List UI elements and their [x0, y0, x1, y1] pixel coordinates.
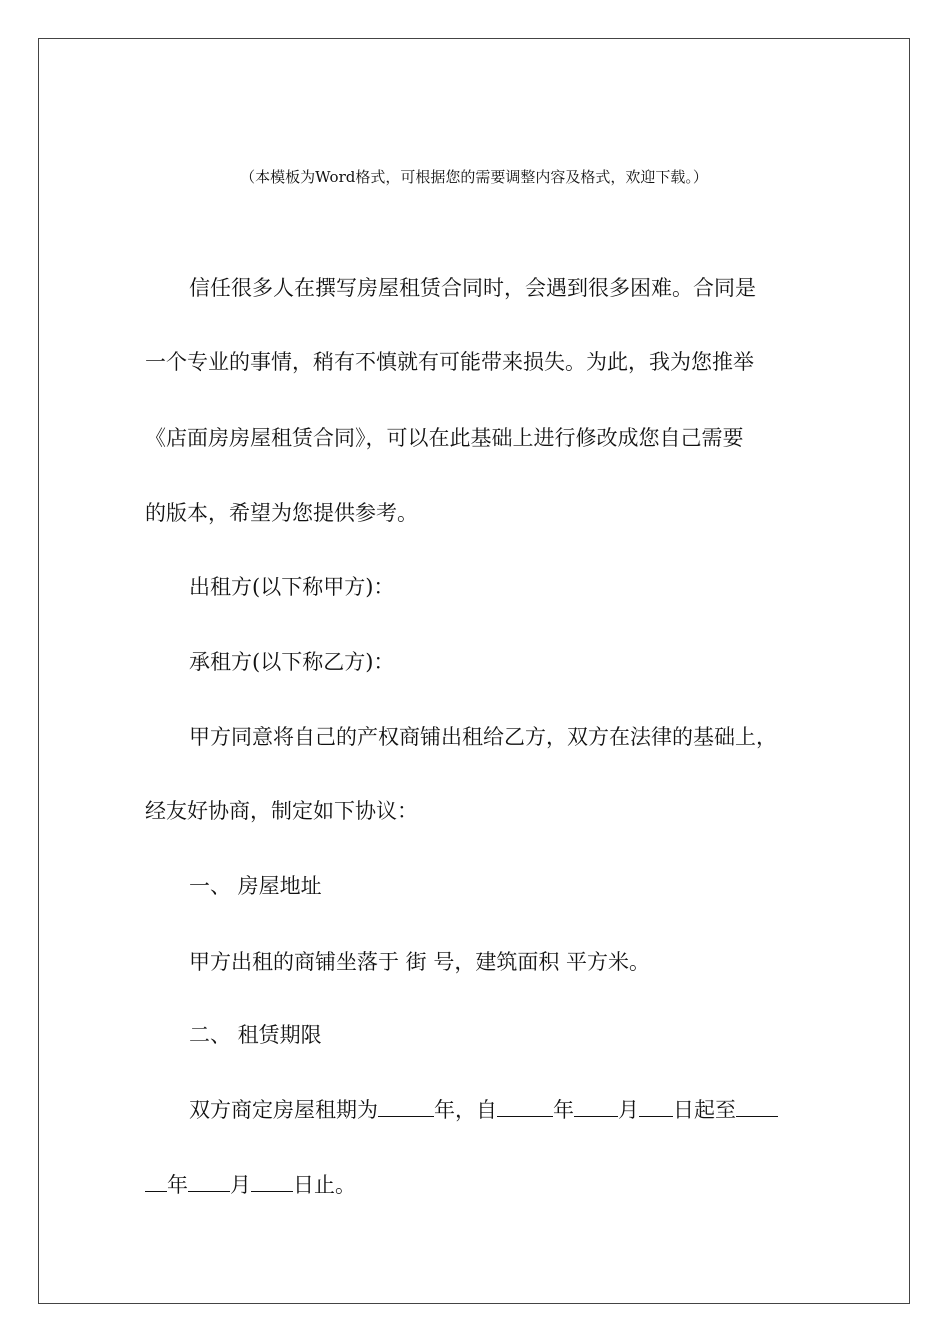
- section-2-heading: 二、 租赁期限: [189, 1023, 322, 1047]
- end-day-blank[interactable]: [251, 1173, 293, 1192]
- preamble-line-1: 甲方同意将自己的产权商铺出租给乙方，双方在法律的基础上，: [189, 725, 777, 749]
- end-year-blank-part-1[interactable]: [736, 1098, 778, 1117]
- template-note: （本模板为Word格式，可根据您的需要调整内容及格式，欢迎下载。）: [240, 168, 708, 186]
- intro-line-1: 信任很多人在撰写房屋租赁合同时，会遇到很多困难。合同是: [189, 276, 756, 300]
- section-1-body: 甲方出租的商铺坐落于 街 号，建筑面积 平方米。: [189, 950, 651, 974]
- lessee-line: 承租方(以下称乙方)：: [189, 650, 395, 674]
- end-month-blank[interactable]: [188, 1173, 230, 1192]
- section-1-heading: 一、 房屋地址: [189, 874, 322, 898]
- start-day-label: 日起至: [673, 1098, 736, 1122]
- start-year-blank[interactable]: [497, 1098, 553, 1117]
- end-year-label: 年: [167, 1173, 188, 1197]
- end-year-blank-part-2[interactable]: [145, 1173, 167, 1192]
- intro-line-4: 的版本，希望为您提供参考。: [145, 501, 418, 525]
- lease-term-label: 双方商定房屋租期为: [189, 1098, 378, 1122]
- section-2-line-2: [145, 1172, 356, 1198]
- section-2-line-1: [189, 1097, 778, 1123]
- lessor-line: 出租方(以下称甲方)：: [189, 575, 395, 599]
- start-month-blank[interactable]: [574, 1098, 618, 1117]
- end-day-label: 日止。: [293, 1173, 356, 1197]
- intro-line-3: 《店面房房屋租赁合同》，可以在此基础上进行修改成您自己需要: [145, 426, 744, 450]
- years-from-label: 年，自: [434, 1098, 497, 1122]
- start-month-label: 月: [618, 1098, 639, 1122]
- intro-line-2: 一个专业的事情，稍有不慎就有可能带来损失。为此，我为您推举: [145, 350, 754, 374]
- start-day-blank[interactable]: [639, 1098, 673, 1117]
- end-month-label: 月: [230, 1173, 251, 1197]
- start-year-label: 年: [553, 1098, 574, 1122]
- preamble-line-2: 经友好协商，制定如下协议：: [145, 799, 418, 823]
- years-blank[interactable]: [378, 1098, 434, 1117]
